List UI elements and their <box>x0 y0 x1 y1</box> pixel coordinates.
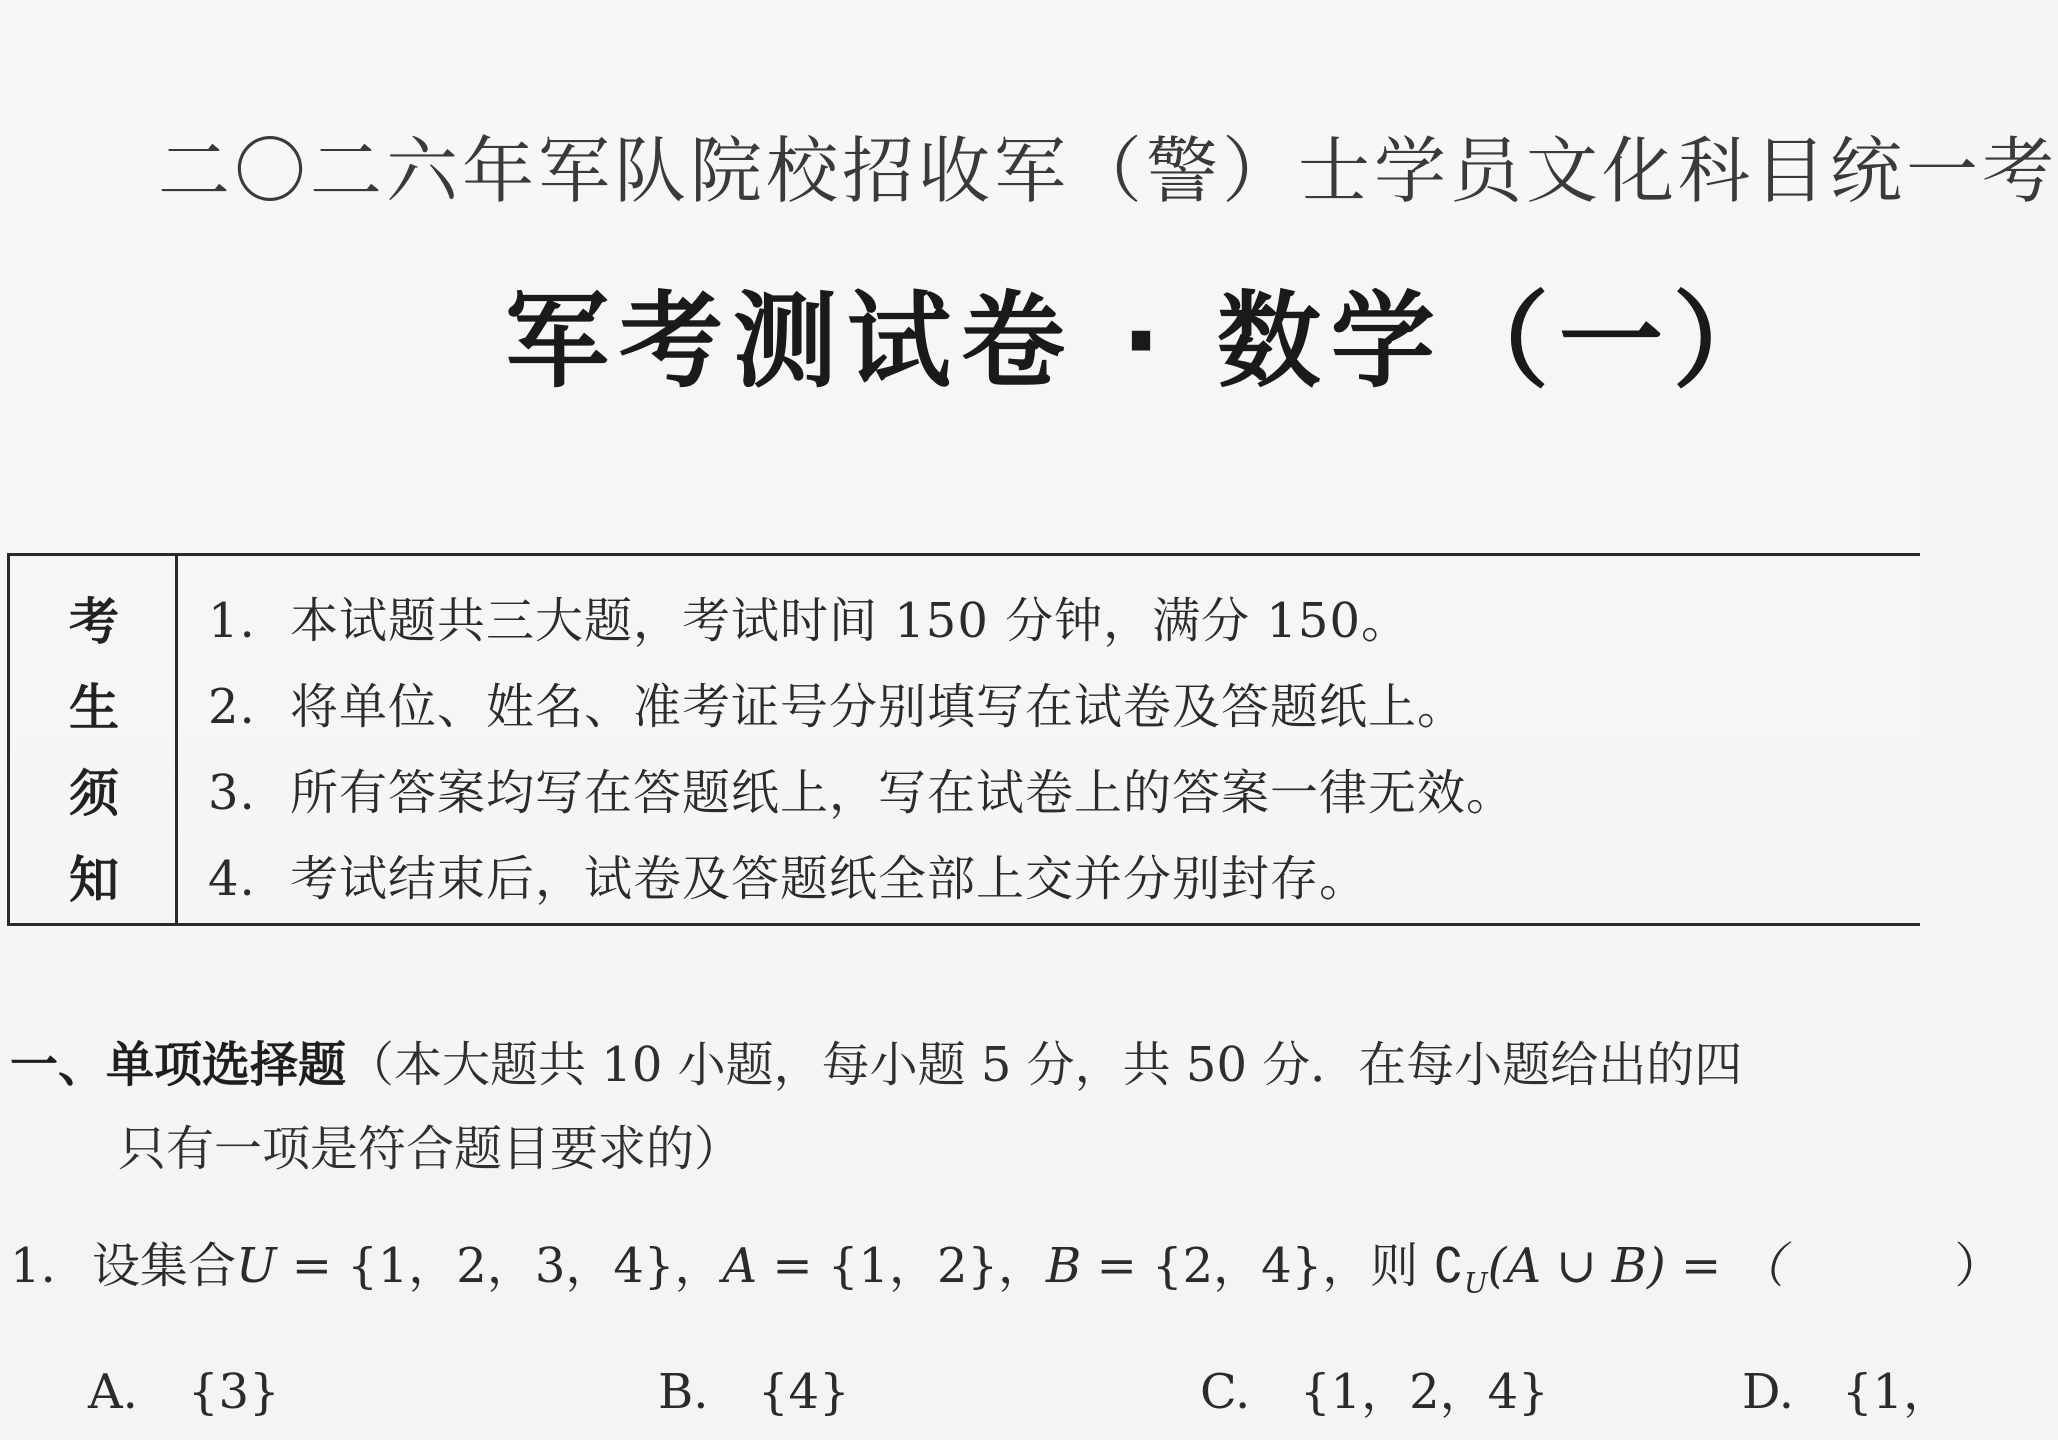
complement-subscript: U <box>1464 1266 1488 1300</box>
choice-c <box>1200 1352 1549 1432</box>
question-number: 1. <box>10 1238 56 1294</box>
choice-letter: D. <box>1742 1364 1795 1420</box>
notice-item-number: 1. <box>208 593 256 649</box>
choice-letter: A. <box>88 1364 138 1420</box>
section-description-continued: 只有一项是符合题目要求的） <box>118 1121 743 1177</box>
choice-letter: C. <box>1200 1364 1251 1420</box>
choice-a <box>88 1352 280 1432</box>
section-description: （本大题共 10 小题，每小题 5 分，共 50 分．在每小题给出的四 <box>346 1037 1743 1093</box>
exam-title: 军考测试卷 · 数学（一） <box>505 280 1787 402</box>
notice-label-char: 须 <box>69 765 119 823</box>
candidate-notice-box <box>7 553 1920 926</box>
notice-item-number: 4. <box>208 851 256 907</box>
exam-subtitle: 二〇二六年军队院校招收军（警）士学员文化科目统一考 <box>158 129 2058 213</box>
notice-label-char: 知 <box>69 851 119 909</box>
notice-item <box>208 578 1920 664</box>
choice-value: {3} <box>188 1364 280 1420</box>
notice-item <box>208 836 1920 922</box>
notice-label-char: 考 <box>69 593 119 651</box>
set-u-variable: U <box>236 1238 277 1294</box>
question-expression: (A ∪ B) = （ <box>1487 1238 1785 1294</box>
notice-item <box>208 664 1920 750</box>
choice-letter: B. <box>658 1364 709 1420</box>
choice-d <box>1742 1352 1951 1432</box>
set-a-definition: = {1，2}， <box>757 1238 1047 1294</box>
set-b-definition: = {2，4}，则 <box>1081 1238 1434 1294</box>
choice-value: {1，2，4} <box>1300 1364 1549 1420</box>
notice-label-column <box>10 556 178 923</box>
set-b-variable: B <box>1046 1238 1082 1294</box>
notice-item-number: 3. <box>208 765 256 821</box>
notice-item-text: 所有答案均写在答题纸上，写在试卷上的答案一律无效。 <box>290 765 1516 821</box>
question-close-paren: ） <box>1954 1238 2003 1294</box>
section-label: 一、单项选择题 <box>10 1037 347 1093</box>
notice-item-text: 考试结束后，试卷及答题纸全部上交并分别封存。 <box>290 851 1369 907</box>
choice-b <box>658 1352 850 1432</box>
question-prefix: 设集合 <box>92 1238 237 1294</box>
choice-value: {4} <box>758 1364 850 1420</box>
notice-label-char: 生 <box>69 679 119 737</box>
set-u-definition: = {1，2，3，4}， <box>276 1238 723 1294</box>
complement-symbol: ∁ <box>1433 1238 1465 1294</box>
section-heading <box>10 1022 1920 1108</box>
notice-list <box>208 578 1920 922</box>
notice-item <box>208 750 1920 836</box>
notice-item-text: 本试题共三大题，考试时间 150 分钟，满分 150。 <box>290 593 1411 649</box>
choice-value: {1， <box>1842 1364 1952 1420</box>
notice-item-text: 将单位、姓名、准考证号分别填写在试卷及答题纸上。 <box>290 679 1467 735</box>
question-1 <box>10 1226 2003 1324</box>
notice-item-number: 2. <box>208 679 256 735</box>
set-a-variable: A <box>722 1238 758 1294</box>
